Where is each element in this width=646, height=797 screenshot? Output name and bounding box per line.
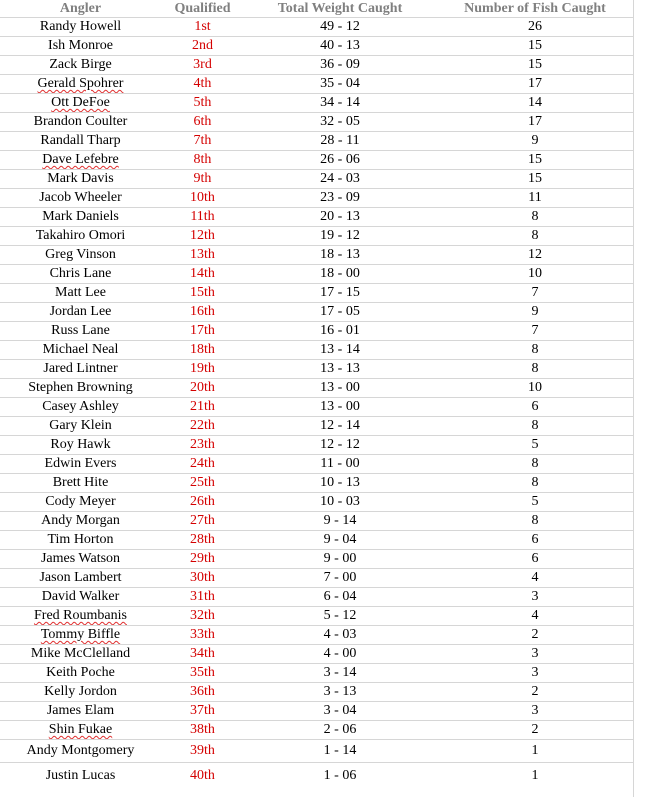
fish-count: 5 [436, 493, 634, 512]
total-weight: 1 - 06 [323, 768, 357, 783]
angler-name [0, 721, 161, 740]
qualified-place: 4th [161, 75, 244, 94]
total-weight: 28 - 11 [244, 132, 436, 151]
fish-count: 3 [436, 664, 634, 683]
total-weight: 26 - 06 [244, 151, 436, 170]
qualified-place: 31th [161, 588, 244, 607]
angler-name [0, 151, 161, 170]
fish-count: 8 [436, 208, 634, 227]
fish-count: 3 [436, 702, 634, 721]
table-row [0, 151, 634, 170]
qualified-place: 20th [161, 379, 244, 398]
fish-count: 15 [436, 37, 634, 56]
qualified-place: 37th [161, 702, 244, 721]
angler-name: Justin Lucas [45, 768, 116, 783]
header-qualified: Qualified [161, 0, 244, 18]
total-weight: 24 - 03 [244, 170, 436, 189]
total-weight: 2 - 06 [244, 721, 436, 740]
table-row [0, 645, 634, 664]
qualified-place: 7th [161, 132, 244, 151]
qualified-place: 21th [161, 398, 244, 417]
qualified-place: 32th [161, 607, 244, 626]
angler-name: Brett Hite [0, 474, 161, 493]
angler-name: Mark Davis [0, 170, 161, 189]
angler-name: Tim Horton [0, 531, 161, 550]
fish-count: 15 [436, 170, 634, 189]
fish-count: 10 [436, 379, 634, 398]
fish-count: 2 [436, 721, 634, 740]
header-angler: Angler [0, 0, 161, 18]
header-fish-count: Number of Fish Caught [436, 0, 634, 18]
total-weight: 6 - 04 [244, 588, 436, 607]
fish-count: 1 [436, 740, 634, 763]
total-weight: 17 - 15 [244, 284, 436, 303]
qualified-place: 29th [161, 550, 244, 569]
fish-count: 8 [436, 512, 634, 531]
qualified-place: 10th [161, 189, 244, 208]
total-weight: 32 - 05 [244, 113, 436, 132]
total-weight: 12 - 12 [244, 436, 436, 455]
fish-count: 3 [436, 645, 634, 664]
angler-name: Kelly Jordon [0, 683, 161, 702]
qualified-place: 38th [161, 721, 244, 740]
total-weight: 10 - 13 [244, 474, 436, 493]
table-row [0, 740, 634, 763]
table-row [0, 284, 634, 303]
qualified-place: 19th [161, 360, 244, 379]
table-row [0, 417, 634, 436]
fish-count: 15 [436, 56, 634, 75]
angler-name: Jared Lintner [0, 360, 161, 379]
total-weight: 23 - 09 [244, 189, 436, 208]
angler-name: Stephen Browning [0, 379, 161, 398]
angler-name [0, 94, 161, 113]
table-row [0, 550, 634, 569]
qualified-place: 6th [161, 113, 244, 132]
total-weight: 40 - 13 [244, 37, 436, 56]
qualified-place: 9th [161, 170, 244, 189]
angler-name: Greg Vinson [0, 246, 161, 265]
total-weight: 9 - 00 [244, 550, 436, 569]
table-row [0, 265, 634, 284]
table-row [0, 18, 634, 37]
qualified-place: 33th [161, 626, 244, 645]
fish-count: 4 [436, 569, 634, 588]
qualified-place: 2nd [161, 37, 244, 56]
angler-name: Gary Klein [0, 417, 161, 436]
table-row [0, 398, 634, 417]
header-row [0, 0, 634, 18]
total-weight: 13 - 13 [244, 360, 436, 379]
fish-count: 7 [436, 322, 634, 341]
table-row [0, 569, 634, 588]
table-row [0, 246, 634, 265]
qualified-place: 17th [161, 322, 244, 341]
table-row [0, 322, 634, 341]
fish-count: 3 [436, 588, 634, 607]
fish-count: 8 [436, 360, 634, 379]
header-total-weight: Total Weight Caught [244, 0, 436, 18]
total-weight: 34 - 14 [244, 94, 436, 113]
angler-name: Roy Hawk [0, 436, 161, 455]
qualified-place: 22th [161, 417, 244, 436]
angler-name: Mike McClelland [0, 645, 161, 664]
table-row [0, 436, 634, 455]
table-row [0, 702, 634, 721]
angler-name: Michael Neal [0, 341, 161, 360]
fish-count: 8 [436, 227, 634, 246]
angler-name: Keith Poche [0, 664, 161, 683]
table-row [0, 607, 634, 626]
table-row [0, 531, 634, 550]
fish-count: 15 [436, 151, 634, 170]
fish-count: 5 [436, 436, 634, 455]
table-row [0, 626, 634, 645]
qualified-place: 35th [161, 664, 244, 683]
angler-name: Zack Birge [0, 56, 161, 75]
fish-count: 2 [436, 683, 634, 702]
table-row [0, 170, 634, 189]
qualified-place: 5th [161, 94, 244, 113]
table-row [0, 227, 634, 246]
fish-count: 9 [436, 303, 634, 322]
total-weight: 4 - 03 [244, 626, 436, 645]
fish-count: 2 [436, 626, 634, 645]
total-weight: 3 - 14 [244, 664, 436, 683]
table-body [0, 18, 634, 790]
total-weight: 3 - 13 [244, 683, 436, 702]
qualified-place: 23th [161, 436, 244, 455]
angler-name: James Elam [0, 702, 161, 721]
qualified-place: 34th [161, 645, 244, 664]
table-row [0, 683, 634, 702]
angler-name: Takahiro Omori [0, 227, 161, 246]
table-row [0, 94, 634, 113]
angler-name-text: Dave Lefebre [42, 152, 119, 167]
angler-name: Casey Ashley [0, 398, 161, 417]
table-row [0, 360, 634, 379]
angler-name: Jordan Lee [0, 303, 161, 322]
table-row [0, 75, 634, 94]
fish-count: 10 [436, 265, 634, 284]
angler-name: Matt Lee [0, 284, 161, 303]
fish-count: 8 [436, 455, 634, 474]
fish-count: 17 [436, 75, 634, 94]
angler-name: Mark Daniels [0, 208, 161, 227]
angler-name: Ish Monroe [0, 37, 161, 56]
angler-name [0, 607, 161, 626]
qualified-place: 36th [161, 683, 244, 702]
fish-count: 6 [436, 550, 634, 569]
table-row [0, 588, 634, 607]
total-weight: 9 - 14 [244, 512, 436, 531]
angler-name: Edwin Evers [0, 455, 161, 474]
fish-count: 4 [436, 607, 634, 626]
total-weight: 9 - 04 [244, 531, 436, 550]
total-weight: 13 - 00 [244, 398, 436, 417]
table-row [0, 455, 634, 474]
table-row [0, 56, 634, 75]
total-weight: 1 - 14 [244, 740, 436, 763]
total-weight: 17 - 05 [244, 303, 436, 322]
angler-name: Cody Meyer [0, 493, 161, 512]
total-weight: 7 - 00 [244, 569, 436, 588]
table-row [0, 208, 634, 227]
qualified-place: 25th [161, 474, 244, 493]
angler-name-text: Gerald Spohrer [37, 76, 124, 91]
angler-name [0, 626, 161, 645]
table-row [0, 721, 634, 740]
fish-count: 8 [436, 474, 634, 493]
table-row [0, 379, 634, 398]
total-weight: 10 - 03 [244, 493, 436, 512]
qualified-place: 40th [190, 768, 215, 783]
angler-name: Russ Lane [0, 322, 161, 341]
angler-name-text: Ott DeFoe [51, 95, 110, 110]
fish-count: 26 [436, 18, 634, 37]
qualified-place: 1st [161, 18, 244, 37]
total-weight: 13 - 14 [244, 341, 436, 360]
total-weight: 16 - 01 [244, 322, 436, 341]
angler-name: James Watson [0, 550, 161, 569]
total-weight: 5 - 12 [244, 607, 436, 626]
qualified-place: 18th [161, 341, 244, 360]
table-row [0, 474, 634, 493]
table-row [0, 113, 634, 132]
qualified-place: 13th [161, 246, 244, 265]
total-weight: 3 - 04 [244, 702, 436, 721]
fish-count: 8 [436, 417, 634, 436]
table-row [0, 303, 634, 322]
total-weight: 18 - 13 [244, 246, 436, 265]
qualified-place: 14th [161, 265, 244, 284]
fish-count: 17 [436, 113, 634, 132]
angler-name: Randall Tharp [0, 132, 161, 151]
angler-name: Chris Lane [0, 265, 161, 284]
qualified-place: 15th [161, 284, 244, 303]
table-row [0, 512, 634, 531]
qualified-place: 12th [161, 227, 244, 246]
table-row [0, 763, 634, 790]
fish-count: 6 [436, 531, 634, 550]
fish-count: 8 [436, 341, 634, 360]
angler-name: Jacob Wheeler [0, 189, 161, 208]
angler-name-text: Shin Fukae [48, 722, 113, 737]
qualified-place: 3rd [161, 56, 244, 75]
qualified-place: 11th [161, 208, 244, 227]
table-row [0, 493, 634, 512]
table-row [0, 341, 634, 360]
angler-name: David Walker [0, 588, 161, 607]
qualified-place: 27th [161, 512, 244, 531]
fish-count: 9 [436, 132, 634, 151]
fish-count: 1 [531, 768, 539, 783]
qualified-place: 8th [161, 151, 244, 170]
fish-count: 11 [436, 189, 634, 208]
qualified-place: 24th [161, 455, 244, 474]
table-row [0, 189, 634, 208]
fish-count: 7 [436, 284, 634, 303]
angler-name: Brandon Coulter [0, 113, 161, 132]
table-row [0, 132, 634, 151]
total-weight: 18 - 00 [244, 265, 436, 284]
total-weight: 20 - 13 [244, 208, 436, 227]
angler-name [0, 75, 161, 94]
angler-name: Randy Howell [0, 18, 161, 37]
total-weight: 19 - 12 [244, 227, 436, 246]
total-weight: 4 - 00 [244, 645, 436, 664]
qualified-place: 28th [161, 531, 244, 550]
qualified-place: 39th [161, 740, 244, 763]
fish-count: 14 [436, 94, 634, 113]
angler-name-text: Fred Roumbanis [34, 608, 127, 623]
total-weight: 13 - 00 [244, 379, 436, 398]
total-weight: 11 - 00 [244, 455, 436, 474]
fish-count: 12 [436, 246, 634, 265]
angler-name: Andy Montgomery [0, 740, 161, 763]
qualified-place: 16th [161, 303, 244, 322]
table-row [0, 37, 634, 56]
table-right-border [633, 0, 634, 797]
table-row [0, 664, 634, 683]
angler-name: Jason Lambert [0, 569, 161, 588]
qualified-place: 30th [161, 569, 244, 588]
angler-name-text: Tommy Biffle [40, 627, 121, 642]
angler-name: Andy Morgan [0, 512, 161, 531]
total-weight: 36 - 09 [244, 56, 436, 75]
total-weight: 35 - 04 [244, 75, 436, 94]
total-weight: 12 - 14 [244, 417, 436, 436]
total-weight: 49 - 12 [244, 18, 436, 37]
qualified-place: 26th [161, 493, 244, 512]
fish-count: 6 [436, 398, 634, 417]
